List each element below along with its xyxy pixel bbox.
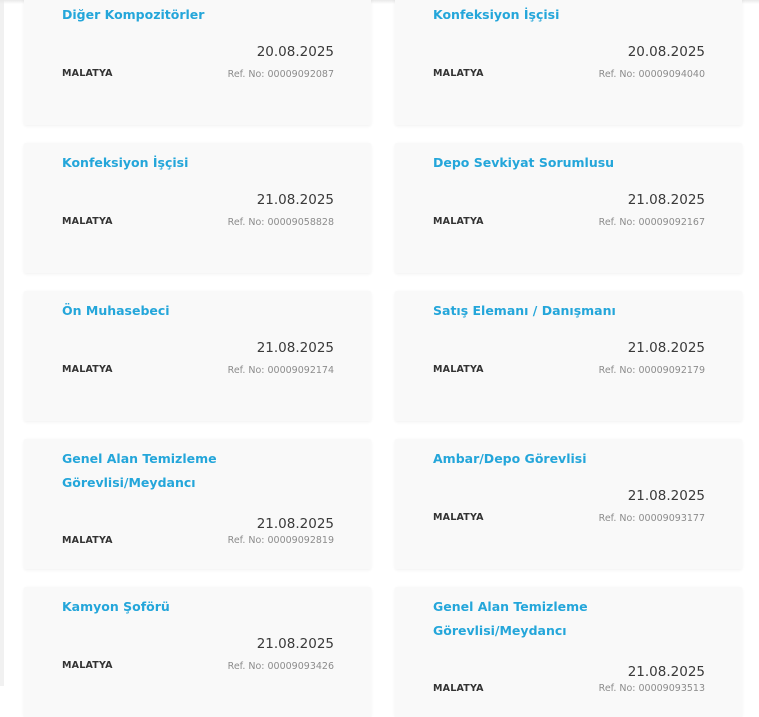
job-city: MALATYA — [433, 216, 484, 227]
job-date: 21.08.2025 — [627, 488, 705, 504]
job-title-link[interactable]: Konfeksiyon İşçisi — [62, 155, 189, 170]
job-title-link[interactable]: Genel Alan Temizleme Görevlisi/Meydancı — [62, 451, 217, 490]
job-card[interactable] — [395, 291, 742, 421]
job-ref-number: Ref. No: 00009092087 — [227, 69, 334, 80]
job-card[interactable] — [395, 143, 742, 273]
job-date: 21.08.2025 — [256, 192, 334, 208]
job-ref-number: Ref. No: 00009093513 — [598, 683, 705, 694]
job-ref-number: Ref. No: 00009092819 — [227, 535, 334, 546]
job-ref-number: Ref. No: 00009093177 — [598, 513, 705, 524]
job-date: 21.08.2025 — [627, 192, 705, 208]
job-city: MALATYA — [62, 660, 113, 671]
job-date: 21.08.2025 — [256, 636, 334, 652]
job-card[interactable] — [395, 0, 742, 125]
job-ref-number: Ref. No: 00009092179 — [598, 365, 705, 376]
job-card[interactable] — [24, 439, 371, 569]
job-ref-number: Ref. No: 00009092174 — [227, 365, 334, 376]
job-city: MALATYA — [62, 216, 113, 227]
job-city: MALATYA — [62, 364, 113, 375]
job-title-link[interactable]: Ambar/Depo Görevlisi — [433, 451, 587, 466]
job-date: 21.08.2025 — [256, 340, 334, 356]
job-city: MALATYA — [433, 683, 484, 694]
job-city: MALATYA — [433, 364, 484, 375]
job-card[interactable] — [24, 291, 371, 421]
job-date: 21.08.2025 — [627, 664, 705, 680]
job-title-link[interactable]: Satış Elemanı / Danışmanı — [433, 303, 616, 318]
job-card[interactable] — [24, 0, 371, 125]
job-ref-number: Ref. No: 00009093426 — [227, 661, 334, 672]
job-date: 21.08.2025 — [627, 340, 705, 356]
job-card[interactable] — [395, 587, 742, 717]
job-title-link[interactable]: Ön Muhasebeci — [62, 303, 170, 318]
job-ref-number: Ref. No: 00009092167 — [598, 217, 705, 228]
job-city: MALATYA — [433, 68, 484, 79]
job-city: MALATYA — [433, 512, 484, 523]
job-title-link[interactable]: Diğer Kompozitörler — [62, 7, 205, 22]
job-card[interactable] — [395, 439, 742, 569]
job-card[interactable] — [24, 143, 371, 273]
job-title-link[interactable]: Genel Alan Temizleme Görevlisi/Meydancı — [433, 599, 588, 638]
job-city: MALATYA — [62, 68, 113, 79]
job-date: 20.08.2025 — [256, 44, 334, 60]
job-city: MALATYA — [62, 535, 113, 546]
job-ref-number: Ref. No: 00009058828 — [227, 217, 334, 228]
job-date: 20.08.2025 — [627, 44, 705, 60]
job-title-link[interactable]: Kamyon Şoförü — [62, 599, 170, 614]
job-card[interactable] — [24, 587, 371, 717]
job-title-link[interactable]: Konfeksiyon İşçisi — [433, 7, 560, 22]
left-edge — [0, 0, 4, 686]
job-date: 21.08.2025 — [256, 516, 334, 532]
job-ref-number: Ref. No: 00009094040 — [598, 69, 705, 80]
job-title-link[interactable]: Depo Sevkiyat Sorumlusu — [433, 155, 615, 170]
